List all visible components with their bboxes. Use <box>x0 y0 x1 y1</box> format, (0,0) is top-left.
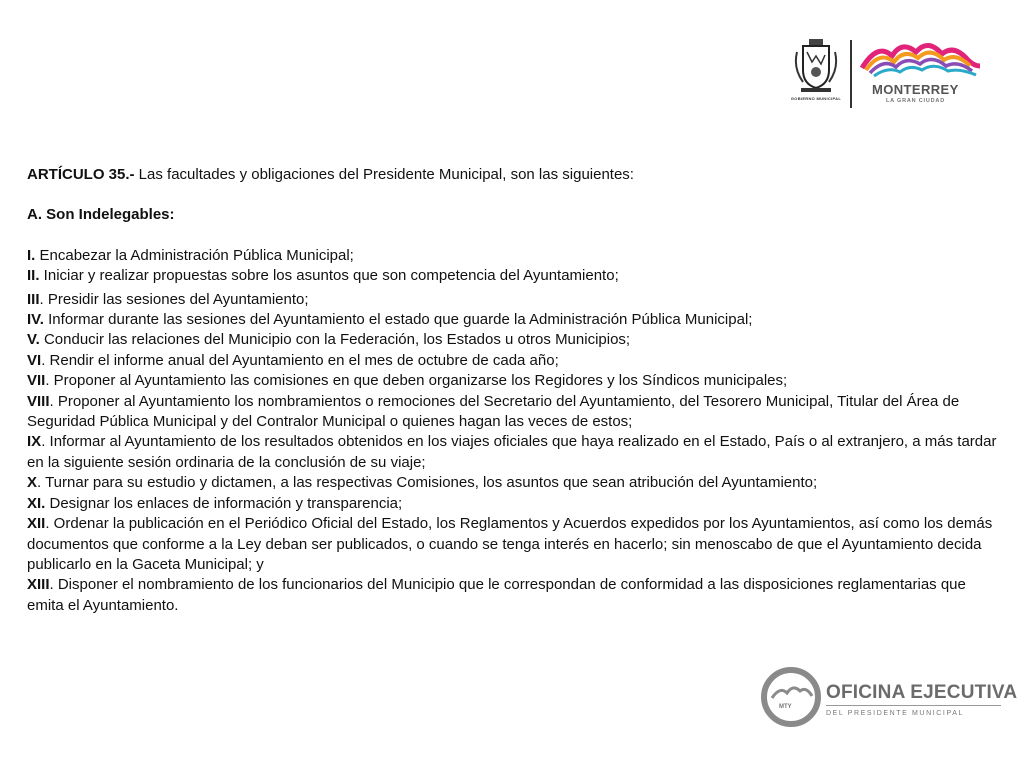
item-text: Encabezar la Administración Pública Municipal; <box>35 246 354 264</box>
list-item <box>27 351 1002 371</box>
list-item <box>27 290 1002 310</box>
item-number: XII <box>27 515 46 533</box>
list-item <box>27 575 1002 616</box>
item-text: . Rendir el informe anual del Ayuntamiento en el mes de octubre de cada año; <box>41 351 559 369</box>
footer-mark-text: MTY <box>779 704 792 710</box>
item-text: Informar durante las sesiones del Ayuntamiento el estado que guarde la Administración Pública Municipal; <box>43 311 753 329</box>
item-text: Conducir las relaciones del Municipio con la Federación, los Estados u otros Municipios; <box>39 331 631 349</box>
mountain-logo-icon <box>858 36 982 80</box>
section-label: A. Son Indelegables: <box>27 206 175 224</box>
coat-of-arms-icon <box>793 38 839 96</box>
city-name: MONTERREY <box>872 82 959 97</box>
monterrey-logo <box>858 36 986 112</box>
list-item <box>27 371 1002 391</box>
item-text: . Proponer al Ayuntamiento los nombramientos o remociones del Secretario del Ayuntamiento, del Tesorero Municipal, Titular del Área de Seguridad Pública Municipal y del Contralor Municipal o quienes hagan las veces de estos; <box>27 392 960 431</box>
list-item <box>27 310 1002 330</box>
item-text: . Turnar para su estudio y dictamen, a las respectivas Comisiones, los asuntos que sean atribución del Ayuntamiento; <box>37 474 818 492</box>
seal-caption: GOBIERNO MUNICIPAL <box>790 96 842 101</box>
item-number: VII <box>27 372 46 390</box>
item-text: . Ordenar la publicación en el Periódico Oficial del Estado, los Reglamentos y Acuerdos expedidos por los Ayuntamientos, así como los demás documentos que conforme a la Ley deban ser publicados, o cuando se tenga interés en hacerlo; sin menoscabo de que el Ayuntamiento decida publicarlo en la Gaceta Municipal; y <box>27 515 993 573</box>
item-number: I. <box>27 246 36 264</box>
article-heading <box>27 165 1002 185</box>
list-item <box>27 473 1002 493</box>
list-item <box>27 246 1002 266</box>
list-item <box>27 266 1002 286</box>
item-number: X <box>27 474 38 492</box>
list-item <box>27 494 1002 514</box>
footer-divider <box>826 705 1001 706</box>
item-number: VIII <box>27 392 50 410</box>
item-text: Designar los enlaces de información y transparencia; <box>45 494 403 512</box>
municipal-seal <box>786 38 846 112</box>
footer-title: OFICINA EJECUTIVA <box>826 682 1018 703</box>
item-text: Iniciar y realizar propuestas sobre los asuntos que son competencia del Ayuntamiento; <box>39 267 619 285</box>
list-item <box>27 432 1002 473</box>
item-text: . Disponer el nombramiento de los funcionarios del Municipio que le correspondan de conformidad a las disposiciones reglamentarias que emita el Ayuntamiento. <box>27 576 966 614</box>
footer-subtitle: DEL PRESIDENTE MUNICIPAL <box>826 710 964 717</box>
list-item <box>27 514 1002 575</box>
item-text: . Proponer al Ayuntamiento las comisiones en que deben organizarse los Regidores y los Síndicos municipales; <box>45 372 788 390</box>
header-logos <box>786 36 986 112</box>
logo-divider <box>850 40 852 108</box>
list-item <box>27 330 1002 350</box>
item-number: II. <box>27 267 40 285</box>
document-body <box>27 165 1002 616</box>
item-number: IV. <box>27 311 44 329</box>
office-mountain-icon <box>760 666 822 728</box>
item-number: IX <box>27 433 42 451</box>
footer-logo <box>760 666 1018 732</box>
item-number: V. <box>27 331 40 349</box>
item-number: VI <box>27 351 42 369</box>
item-number: III <box>27 290 40 308</box>
item-text: . Informar al Ayuntamiento de los resultados obtenidos en los viajes oficiales que haya realizado en el Estado, País o al extranjero, a más tardar en la siguiente sesión ordinaria de la conclusión de su viaje; <box>27 433 997 471</box>
article-title: ARTÍCULO 35.- <box>27 166 135 183</box>
item-text: . Presidir las sesiones del Ayuntamiento; <box>39 290 309 308</box>
section-heading <box>27 205 1002 225</box>
list-item <box>27 392 1002 433</box>
article-intro: Las facultades y obligaciones del Presidente Municipal, son las siguientes: <box>134 166 634 183</box>
item-number: XI. <box>27 494 46 512</box>
item-number: XIII <box>27 576 50 594</box>
city-tagline: LA GRAN CIUDAD <box>886 98 945 104</box>
